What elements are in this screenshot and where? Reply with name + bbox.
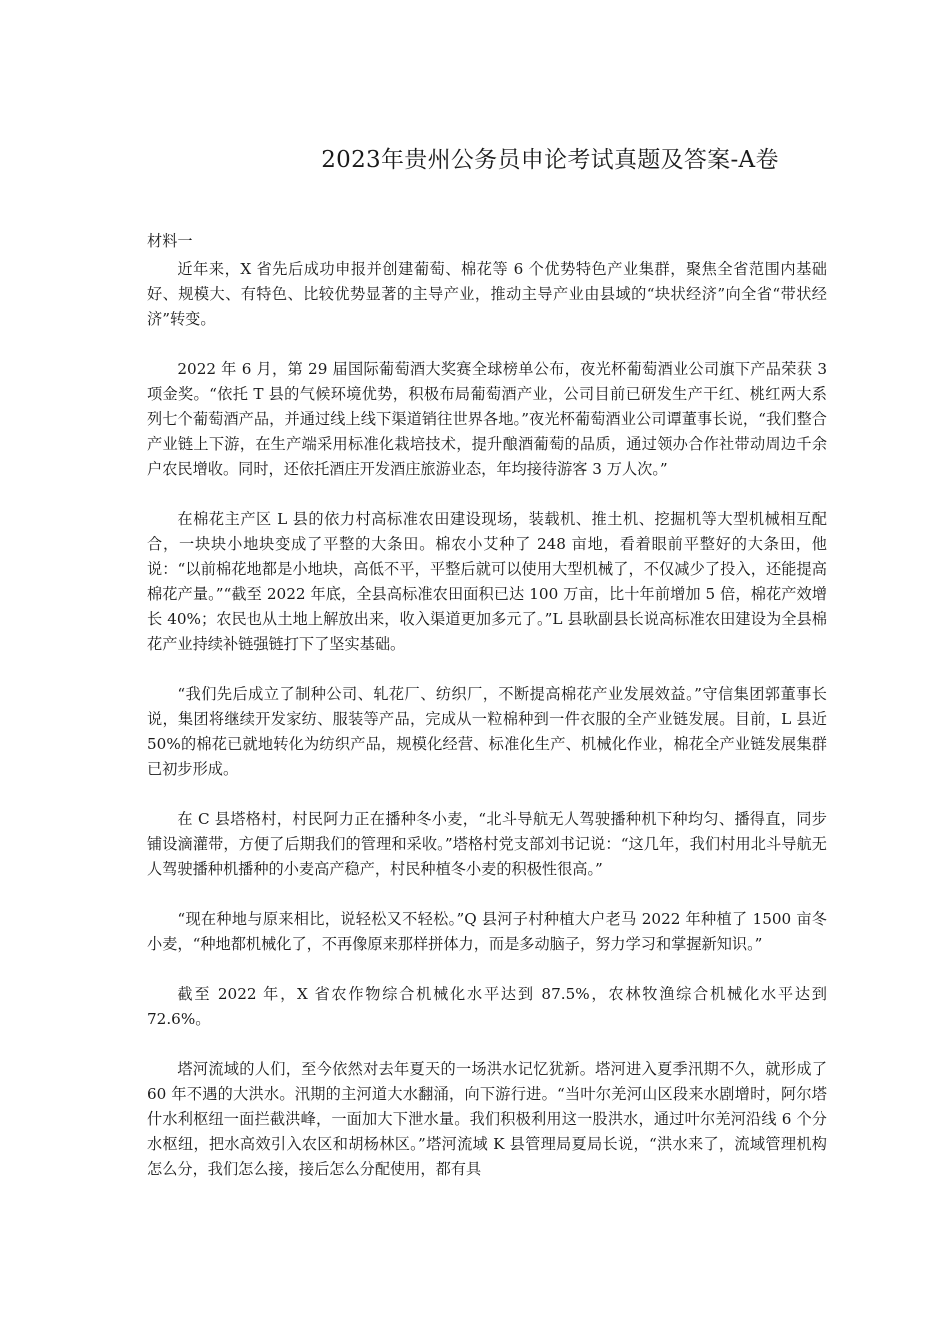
paragraph: 在 C 县塔格村，村民阿力正在播种冬小麦，“北斗导航无人驾驶播种机下种均匀、播得直，同步铺设滴灌带，方便了后期我们的管理和采收。”塔格村党支部刘书记说：“这几年，我们村用北斗导航无人驾驶播种机播种的小麦高产稳产，村民种植冬小麦的积极性很高。” <box>147 810 827 878</box>
paragraph: “我们先后成立了制种公司、轧花厂、纺织厂，不断提高棉花产业发展效益。”守信集团郭董事长说，集团将继续开发家纺、服装等产品，完成从一粒棉种到一件衣服的全产业链发展。目前，L 县近 50%的棉花已就地转化为纺织产品，规模化经营、标准化生产、机械化作业，棉花全产业链发展集群已初步形成。 <box>147 685 827 778</box>
section-heading: 材料一 <box>147 232 193 250</box>
paragraph: 2022 年 6 月，第 29 届国际葡萄酒大奖赛全球榜单公布，夜光杯葡萄酒业公司旗下产品荣获 3 项金奖。“依托 T 县的气候环境优势，积极布局葡萄酒产业，公司目前已研发生产干红、桃红两大系列七个葡萄酒产品，并通过线上线下渠道销往世界各地。”夜光杯葡萄酒业公司谭董事长说，“我们整合产业链上下游，在生产端采用标准化栽培技术，提升酿酒葡萄的品质，通过领办合作社带动周边千余户农民增收。同时，还依托酒庄开发酒庄旅游业态，年均接待游客 3 万人次。” <box>147 360 827 478</box>
paragraph: 在棉花主产区 L 县的依力村高标准农田建设现场，装载机、推土机、挖掘机等大型机械相互配合，一块块小地块变成了平整的大条田。棉农小艾种了 248 亩地，看着眼前平整好的大条田，他说：“以前棉花地都是小地块，高低不平，平整后就可以使用大型机械了，不仅减少了投入，还能提高棉花产量。”“截至 2022 年底，全县高标准农田面积已达 100 万亩，比十年前增加 5 倍，棉花产效增长 40%；农民也从土地上解放出来，收入渠道更加多元了。”L 县耿副县长说高标准农田建设为全县棉花产业持续补链强链打下了坚实基础。 <box>147 510 827 653</box>
paragraph: 近年来，X 省先后成功申报并创建葡萄、棉花等 6 个优势特色产业集群，聚焦全省范围内基础好、规模大、有特色、比较优势显著的主导产业，推动主导产业由县域的“块状经济”向全省“带状经济”转变。 <box>147 260 827 328</box>
paragraph: 截至 2022 年，X 省农作物综合机械化水平达到 87.5%，农林牧渔综合机械化水平达到 72.6%。 <box>147 985 827 1028</box>
paragraph: “现在种地与原来相比，说轻松又不轻松。”Q 县河子村种植大户老马 2022 年种植了 1500 亩冬小麦，“种地都机械化了，不再像原来那样拼体力，而是多动脑子，努力学习和掌握新知识。” <box>147 910 827 953</box>
paragraph: 塔河流域的人们，至今依然对去年夏天的一场洪水记忆犹新。塔河进入夏季汛期不久，就形成了 60 年不遇的大洪水。汛期的主河道大水翻涌，向下游行进。“当叶尔羌河山区段来水剧增时，阿尔塔什水利枢纽一面拦截洪峰，一面加大下泄水量。我们积极利用这一股洪水，通过叶尔羌河沿线 6 个分水枢纽，把水高效引入农区和胡杨林区。”塔河流域 K 县管理局夏局长说，“洪水来了，流域管理机构怎么分，我们怎么接，接后怎么分配使用，都有具 <box>147 1060 827 1178</box>
document-body <box>147 229 827 1207</box>
document-title: 2023年贵州公务员申论考试真题及答案-A卷 <box>321 147 779 173</box>
